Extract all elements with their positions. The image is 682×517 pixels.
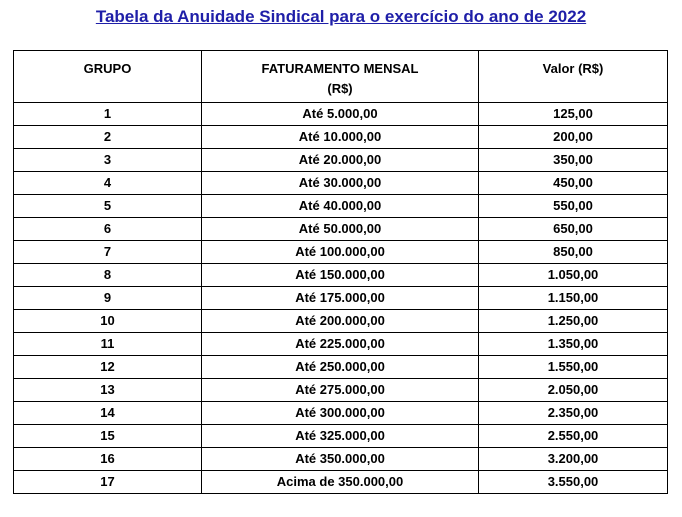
cell-valor: 1.050,00 [479, 264, 668, 287]
cell-grupo: 4 [14, 172, 202, 195]
table-row [14, 287, 668, 310]
table-row [14, 126, 668, 149]
cell-valor: 2.050,00 [479, 379, 668, 402]
cell-faturamento: Até 275.000,00 [202, 379, 479, 402]
cell-grupo: 2 [14, 126, 202, 149]
cell-faturamento: Até 200.000,00 [202, 310, 479, 333]
cell-grupo: 14 [14, 402, 202, 425]
cell-faturamento: Até 175.000,00 [202, 287, 479, 310]
cell-faturamento: Até 5.000,00 [202, 103, 479, 126]
table-header-row [14, 51, 668, 103]
table-row [14, 310, 668, 333]
header-faturamento-label: FATURAMENTO MENSAL [261, 61, 419, 76]
header-faturamento-unit: (R$) [327, 81, 353, 96]
table-row [14, 149, 668, 172]
cell-valor: 1.250,00 [479, 310, 668, 333]
cell-grupo: 15 [14, 425, 202, 448]
cell-valor: 3.200,00 [479, 448, 668, 471]
table-row [14, 356, 668, 379]
header-faturamento [202, 51, 479, 103]
cell-valor: 125,00 [479, 103, 668, 126]
cell-grupo: 16 [14, 448, 202, 471]
cell-faturamento: Até 20.000,00 [202, 149, 479, 172]
cell-valor: 200,00 [479, 126, 668, 149]
table-row [14, 402, 668, 425]
table-row [14, 103, 668, 126]
table-row [14, 241, 668, 264]
cell-faturamento: Até 325.000,00 [202, 425, 479, 448]
cell-grupo: 11 [14, 333, 202, 356]
cell-grupo: 9 [14, 287, 202, 310]
cell-grupo: 6 [14, 218, 202, 241]
cell-faturamento: Até 30.000,00 [202, 172, 479, 195]
cell-grupo: 7 [14, 241, 202, 264]
cell-grupo: 13 [14, 379, 202, 402]
table-row [14, 264, 668, 287]
cell-valor: 2.350,00 [479, 402, 668, 425]
cell-valor: 650,00 [479, 218, 668, 241]
table-row [14, 471, 668, 494]
table-row [14, 218, 668, 241]
cell-faturamento: Até 40.000,00 [202, 195, 479, 218]
cell-valor: 850,00 [479, 241, 668, 264]
cell-faturamento: Até 250.000,00 [202, 356, 479, 379]
cell-faturamento: Até 225.000,00 [202, 333, 479, 356]
header-grupo: GRUPO [14, 51, 202, 103]
anuidade-table [13, 50, 668, 494]
cell-valor: 3.550,00 [479, 471, 668, 494]
cell-grupo: 12 [14, 356, 202, 379]
cell-faturamento: Até 50.000,00 [202, 218, 479, 241]
cell-faturamento: Até 350.000,00 [202, 448, 479, 471]
cell-faturamento: Até 150.000,00 [202, 264, 479, 287]
cell-valor: 1.150,00 [479, 287, 668, 310]
cell-grupo: 5 [14, 195, 202, 218]
cell-valor: 1.350,00 [479, 333, 668, 356]
table-body [14, 103, 668, 494]
cell-grupo: 3 [14, 149, 202, 172]
table-row [14, 333, 668, 356]
table-row [14, 379, 668, 402]
table-row [14, 195, 668, 218]
table-row [14, 425, 668, 448]
cell-valor: 550,00 [479, 195, 668, 218]
table-row [14, 448, 668, 471]
cell-grupo: 10 [14, 310, 202, 333]
cell-faturamento: Até 10.000,00 [202, 126, 479, 149]
cell-valor: 2.550,00 [479, 425, 668, 448]
cell-grupo: 17 [14, 471, 202, 494]
header-valor: Valor (R$) [479, 51, 668, 103]
cell-grupo: 8 [14, 264, 202, 287]
cell-faturamento: Acima de 350.000,00 [202, 471, 479, 494]
table-row [14, 172, 668, 195]
cell-faturamento: Até 300.000,00 [202, 402, 479, 425]
cell-faturamento: Até 100.000,00 [202, 241, 479, 264]
cell-valor: 350,00 [479, 149, 668, 172]
cell-valor: 1.550,00 [479, 356, 668, 379]
cell-grupo: 1 [14, 103, 202, 126]
page-title: Tabela da Anuidade Sindical para o exercício do ano de 2022 [95, 7, 587, 26]
cell-valor: 450,00 [479, 172, 668, 195]
